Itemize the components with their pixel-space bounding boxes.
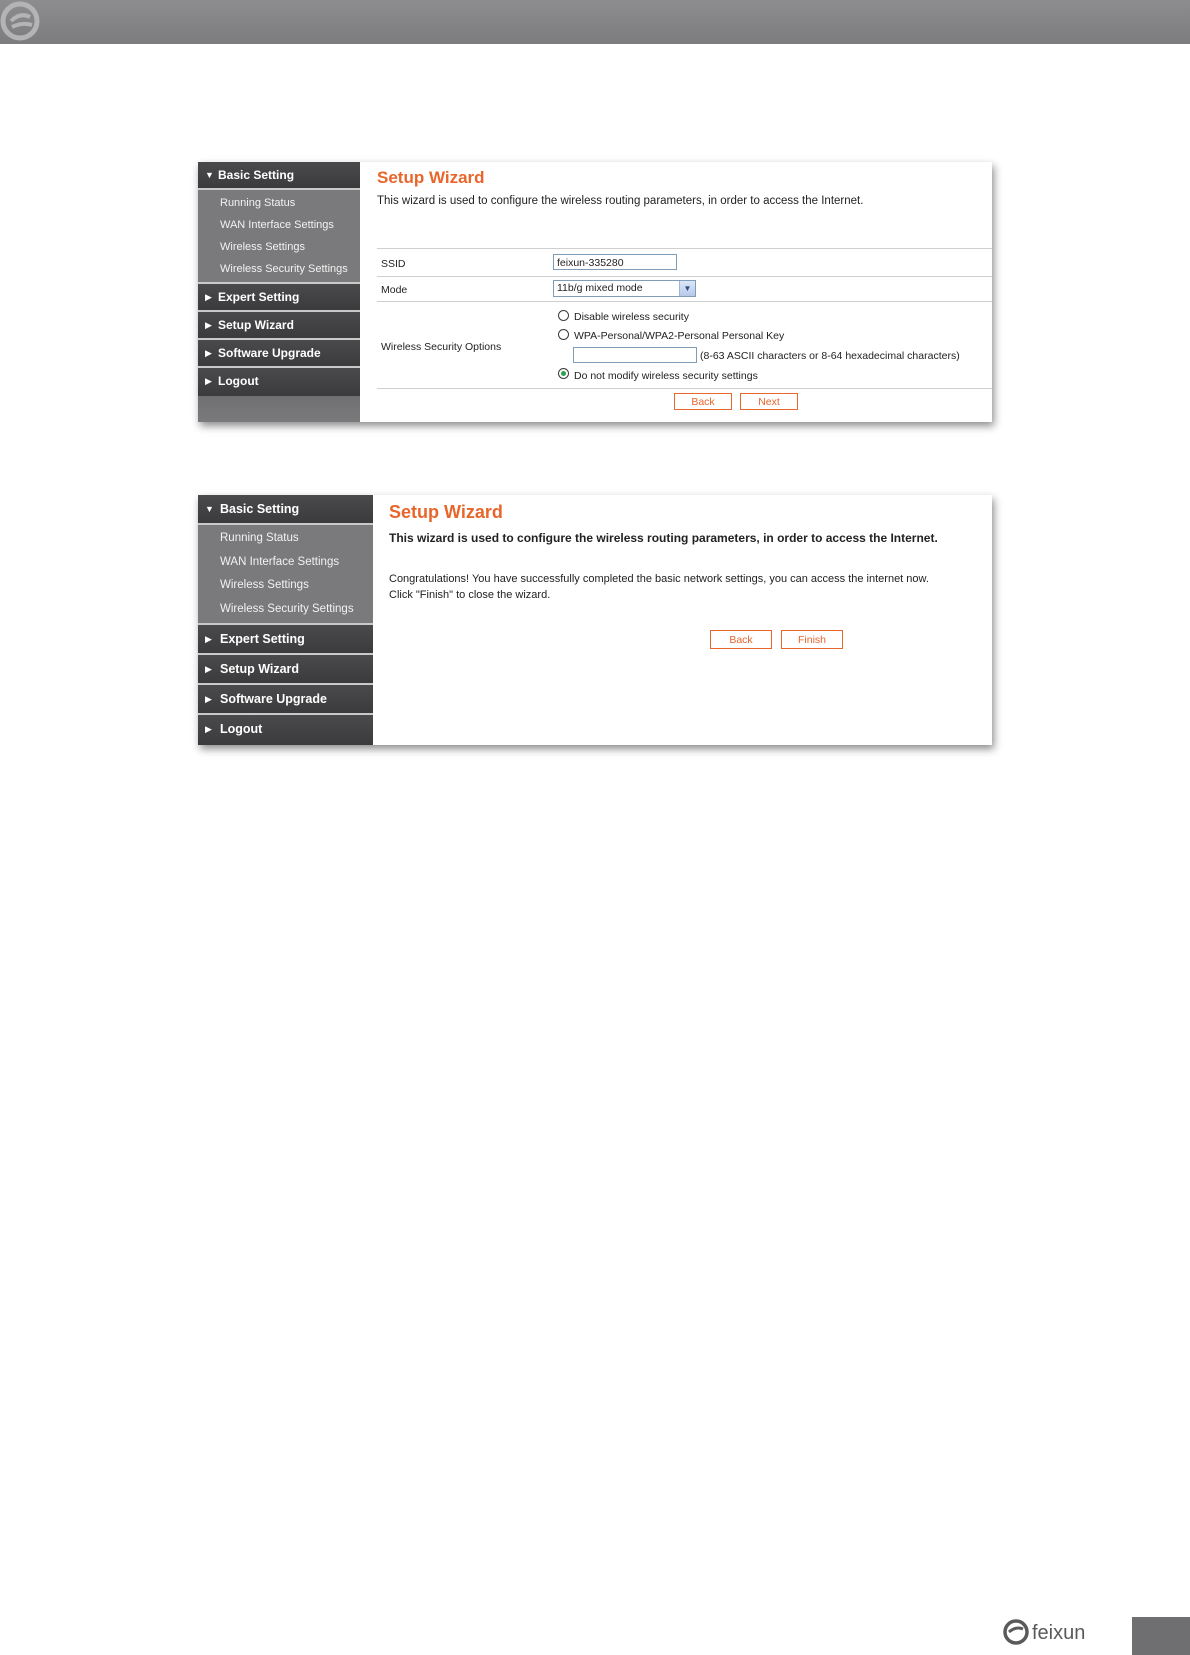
header-bar: [0, 0, 1190, 44]
triangle-right-icon: ▶: [205, 634, 212, 644]
triangle-right-icon: ▶: [205, 724, 212, 734]
next-button[interactable]: Next: [740, 393, 798, 410]
sidebar-item-running-status[interactable]: Running Status: [198, 192, 360, 214]
sidebar-submenu: [198, 190, 360, 284]
ssid-label: SSID: [381, 258, 406, 270]
brand-name: feixun: [1032, 1622, 1086, 1644]
sidebar-item-wan-interface-settings[interactable]: WAN Interface Settings: [198, 214, 360, 236]
sidebar-item-wan-interface-settings[interactable]: WAN Interface Settings: [198, 551, 373, 575]
sidebar-item-label: Basic Setting: [218, 168, 295, 182]
back-button[interactable]: Back: [710, 630, 772, 649]
finish-button[interactable]: Finish: [781, 630, 843, 649]
ssid-input[interactable]: feixun-335280: [553, 254, 677, 270]
sidebar-item-label: Setup Wizard: [220, 662, 300, 676]
sidebar-nav: [198, 162, 360, 422]
sidebar-item-software-upgrade[interactable]: [198, 340, 360, 368]
congratulations-message: [389, 571, 929, 603]
finish-instruction-line: Click "Finish" to close the wizard.: [389, 589, 551, 601]
sidebar-nav: [198, 495, 373, 745]
wpa-personal-radio[interactable]: [558, 329, 569, 340]
page-title: Setup Wizard: [377, 168, 485, 187]
chevron-down-icon[interactable]: ▼: [679, 281, 695, 296]
sidebar-submenu: [198, 525, 373, 625]
triangle-down-icon: ▼: [205, 170, 214, 180]
sidebar-item-logout[interactable]: [198, 715, 373, 745]
key-hint: (8-63 ASCII characters or 8-64 hexadecimal characters): [700, 350, 960, 362]
page-title: Setup Wizard: [389, 502, 503, 522]
page-description: This wizard is used to configure the wireless routing parameters, in order to access the Internet.: [389, 531, 938, 545]
divider: [377, 248, 992, 249]
setup-wizard-screenshot-finish: [198, 495, 992, 745]
sidebar-item-setup-wizard[interactable]: [198, 655, 373, 685]
sidebar-item-running-status[interactable]: Running Status: [198, 527, 373, 551]
triangle-right-icon: ▶: [205, 320, 212, 330]
sidebar-item-basic-setting[interactable]: [198, 495, 373, 525]
sidebar-item-logout[interactable]: [198, 368, 360, 396]
divider: [377, 388, 992, 389]
triangle-right-icon: ▶: [205, 376, 212, 386]
sidebar-item-expert-setting[interactable]: [198, 284, 360, 312]
personal-key-input[interactable]: [573, 347, 697, 363]
sidebar-item-label: Software Upgrade: [218, 346, 321, 360]
main-content: [360, 162, 992, 422]
security-options-label: Wireless Security Options: [381, 341, 502, 353]
mode-select-value: 11b/g mixed mode: [557, 282, 643, 294]
disable-security-radio[interactable]: [558, 310, 569, 321]
sidebar-item-wireless-settings[interactable]: Wireless Settings: [198, 236, 360, 258]
sidebar-item-setup-wizard[interactable]: [198, 312, 360, 340]
wpa-personal-label: WPA-Personal/WPA2-Personal Personal Key: [574, 330, 785, 342]
sidebar-item-wireless-security-settings[interactable]: Wireless Security Settings: [198, 258, 360, 280]
triangle-right-icon: ▶: [205, 694, 212, 704]
sidebar-item-wireless-security-settings[interactable]: Wireless Security Settings: [198, 598, 373, 622]
sidebar-item-label: Expert Setting: [220, 632, 305, 646]
sidebar-item-label: Basic Setting: [220, 502, 300, 516]
main-content: [373, 495, 992, 745]
sidebar-item-label: Logout: [218, 374, 259, 388]
sidebar-item-software-upgrade[interactable]: [198, 685, 373, 715]
sidebar-item-wireless-settings[interactable]: Wireless Settings: [198, 574, 373, 598]
mode-label: Mode: [381, 284, 408, 296]
disable-security-label: Disable wireless security: [574, 311, 689, 323]
sidebar-item-basic-setting[interactable]: [198, 162, 360, 190]
sidebar-item-label: Logout: [220, 722, 263, 736]
sidebar-item-label: Expert Setting: [218, 290, 300, 304]
sidebar-item-label: Setup Wizard: [218, 318, 294, 332]
triangle-right-icon: ▶: [205, 292, 212, 302]
triangle-down-icon: ▼: [205, 504, 214, 514]
page-number-box: [1132, 1617, 1190, 1655]
congratulations-line: Congratulations! You have successfully completed the basic network settings, you can access the internet now.: [389, 573, 929, 585]
no-modify-security-label: Do not modify wireless security settings: [574, 370, 758, 382]
feixun-brand-logo: [1002, 1617, 1112, 1647]
divider: [377, 301, 992, 302]
triangle-right-icon: ▶: [205, 664, 212, 674]
feixun-logo-icon: [0, 0, 46, 44]
no-modify-security-radio[interactable]: [558, 368, 569, 379]
page-description: This wizard is used to configure the wireless routing parameters, in order to access the Internet.: [377, 195, 864, 207]
mode-select[interactable]: [553, 280, 696, 297]
back-button[interactable]: Back: [674, 393, 732, 410]
sidebar-item-expert-setting[interactable]: [198, 625, 373, 655]
triangle-right-icon: ▶: [205, 348, 212, 358]
divider: [377, 276, 992, 277]
setup-wizard-screenshot-step: [198, 162, 992, 422]
sidebar-item-label: Software Upgrade: [220, 692, 327, 706]
